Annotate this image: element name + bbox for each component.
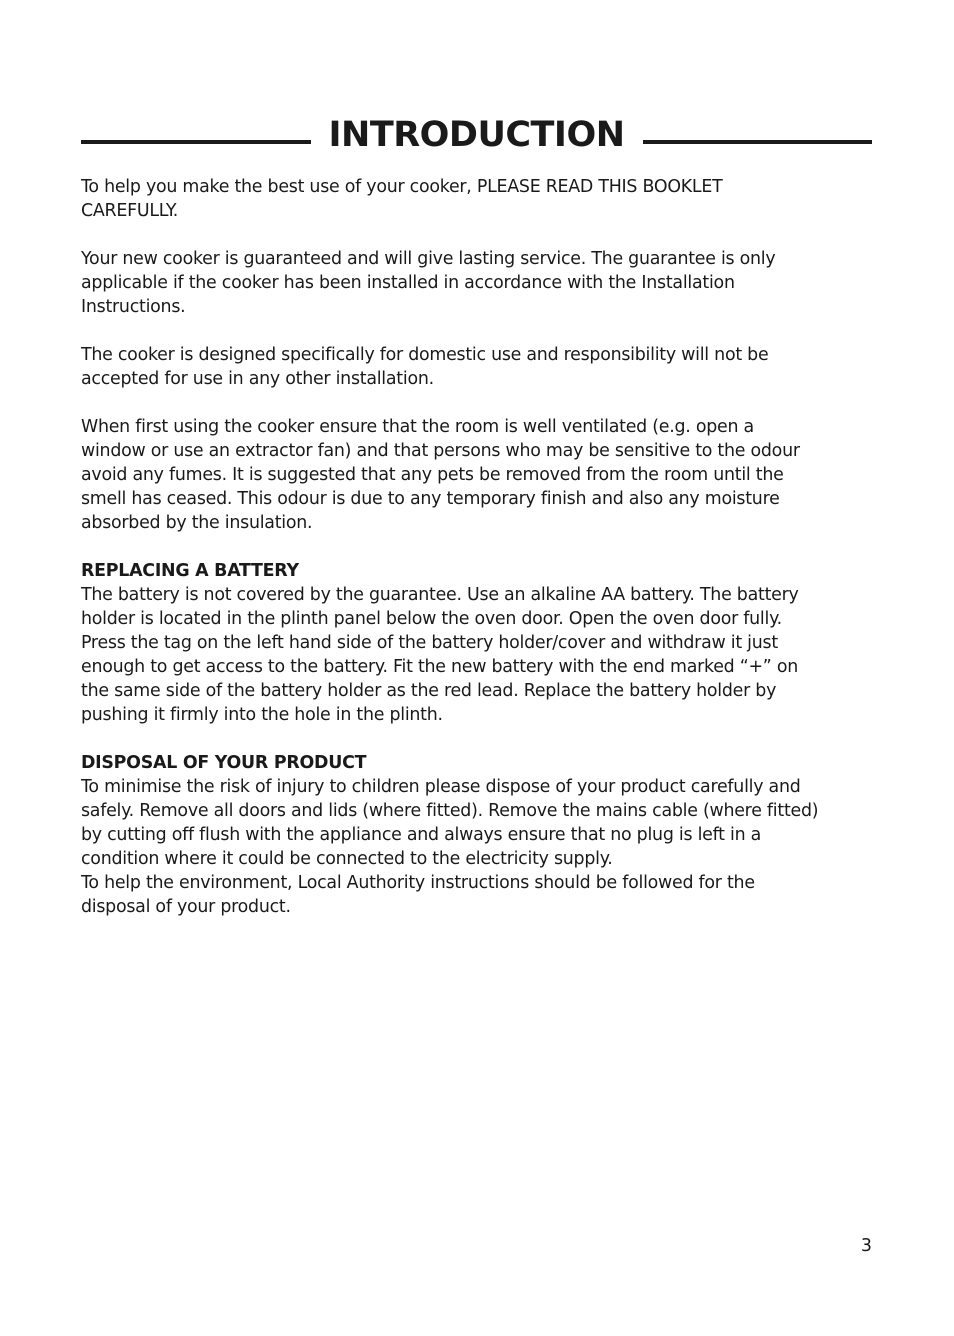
intro-paragraph-1: To help you make the best use of your cooker, PLEASE READ THIS BOOKLET CAREFULLY. [81, 177, 723, 221]
title-rule-right [643, 140, 873, 144]
section-heading: REPLACING A BATTERY [81, 561, 299, 581]
section-disposal [81, 751, 881, 919]
intro-paragraph-4: When first using the cooker ensure that the room is well ventilated (e.g. open a window or use an extractor fan) and that persons who may be sensitive to the odour avoid any fumes. It is suggested that any pets be removed from the room until the smell has ceased. This odour is due to any temporary finish and also any moisture absorbed by the insulation. [81, 417, 800, 533]
title-rule-left [81, 140, 311, 144]
title-row [81, 110, 872, 160]
page-title: INTRODUCTION [328, 115, 625, 155]
section-heading: DISPOSAL OF YOUR PRODUCT [81, 753, 367, 773]
section-paragraph: To help the environment, Local Authority instructions should be followed for the disposal of your product. [81, 873, 755, 917]
document-body [81, 175, 881, 943]
section-paragraph: To minimise the risk of injury to children please dispose of your product carefully and safely. Remove all doors and lids (where fitted). Remove the mains cable (where fitted) by cutting off flush with the appliance and always ensure that no plug is left in a condition where it could be connected to the electricity supply. [81, 777, 819, 869]
intro-paragraph-3: The cooker is designed specifically for domestic use and responsibility will not be accepted for use in any other installation. [81, 345, 769, 389]
section-replacing-battery [81, 559, 881, 727]
intro-paragraph-2: Your new cooker is guaranteed and will give lasting service. The guarantee is only applicable if the cooker has been installed in accordance with the Installation Instructions. [81, 249, 776, 317]
page-number: 3 [860, 1236, 872, 1256]
section-paragraph: The battery is not covered by the guarantee. Use an alkaline AA battery. The battery holder is located in the plinth panel below the oven door. Open the oven door fully. Press the tag on the left hand side of the battery holder/cover and withdraw it just enough to get access to the battery. Fit the new battery with the end marked “+” on the same side of the battery holder as the red lead. Replace the battery holder by pushing it firmly into the hole in the plinth. [81, 585, 799, 725]
